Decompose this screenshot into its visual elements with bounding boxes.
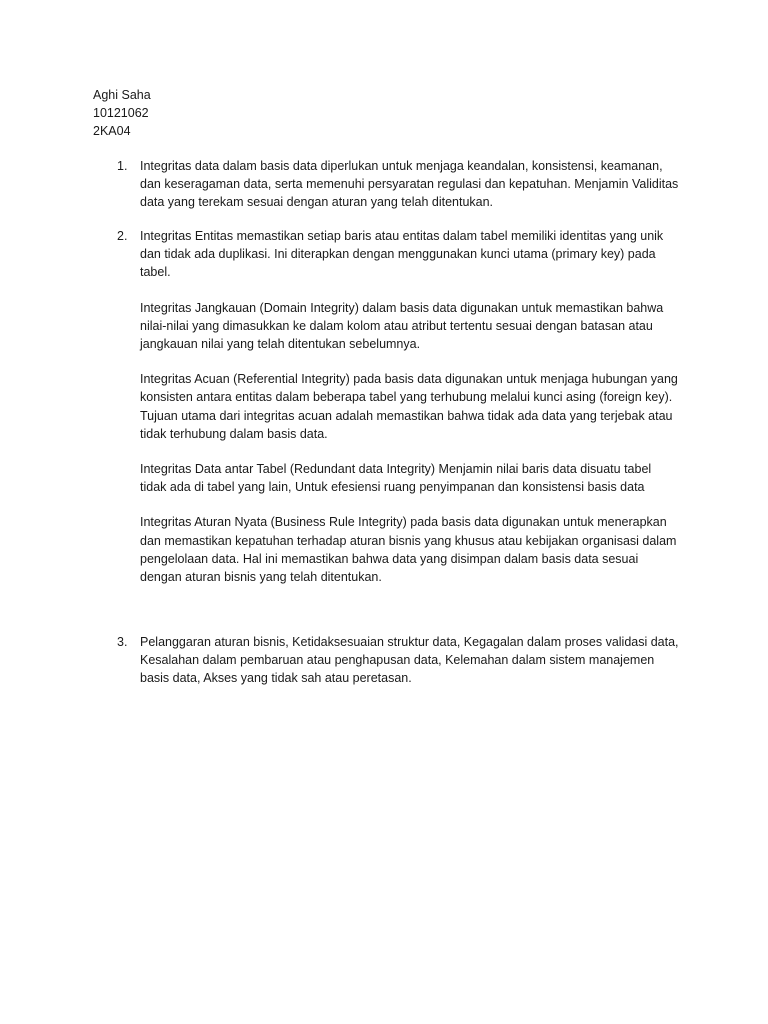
student-id: 10121062 [93, 106, 149, 120]
author-header [93, 86, 151, 140]
paragraph: Integritas Jangkauan (Domain Integrity) dalam basis data digunakan untuk memastikan bahwa nilai-nilai yang dimasukkan ke dalam kolom atau atribut tertentu sesuai dengan batasan atau jangkauan nilai yang telah ditentukan sebelumnya. [140, 300, 664, 352]
item-body [140, 157, 680, 212]
paragraph: Pelanggaran aturan bisnis, Ketidaksesuaian struktur data, Kegagalan dalam proses validasi data, Kesalahan dalam pembaruan atau penghapusan data, Kelemahan dalam sistem manajemen basis data, Akses yang tidak sah atau peretasan. [140, 635, 679, 686]
item-body [140, 633, 680, 688]
paragraph: Integritas Aturan Nyata (Business Rule Integrity) pada basis data digunakan untuk menerapkan dan memastikan kepatuhan terhadap aturan bisnis yang khusus atau kebijakan organisasi dalam pengelolaan data. Hal ini memastikan bahwa data yang disimpan dalam basis data sesuai dengan aturan bisnis yang telah ditentukan. [140, 515, 677, 585]
item-number: 2. [117, 229, 128, 243]
item-body [140, 227, 680, 586]
paragraph: Integritas Data antar Tabel (Redundant data Integrity) Menjamin nilai baris data disuatu tabel tidak ada di tabel yang lain, Untuk efesiensi ruang penyimpanan dan konsistensi basis data [140, 462, 652, 495]
paragraph: Integritas data dalam basis data diperlukan untuk menjaga keandalan, konsistensi, keamanan, dan keseragaman data, serta memenuhi persyaratan regulasi dan kepatuhan. Menjamin Validitas data yang terekam sesuai dengan aturan yang telah ditentukan. [140, 159, 679, 210]
author-name: Aghi Saha [93, 88, 151, 102]
class-code: 2KA04 [93, 124, 131, 138]
item-number: 3. [117, 635, 128, 649]
paragraph: Integritas Entitas memastikan setiap baris atau entitas dalam tabel memiliki identitas yang unik dan tidak ada duplikasi. Ini diterapkan dengan menggunakan kunci utama (primary key) pada tabel. [140, 229, 664, 280]
item-number: 1. [117, 159, 128, 173]
paragraph: Integritas Acuan (Referential Integrity) pada basis data digunakan untuk menjaga hubungan yang konsisten antara entitas dalam beberapa tabel yang terhubung melalui kunci asing (foreign key). Tujuan utama dari integritas acuan adalah memastikan bahwa tidak ada data yang terjebak atau tidak terhubung dalam basis data. [140, 372, 678, 441]
